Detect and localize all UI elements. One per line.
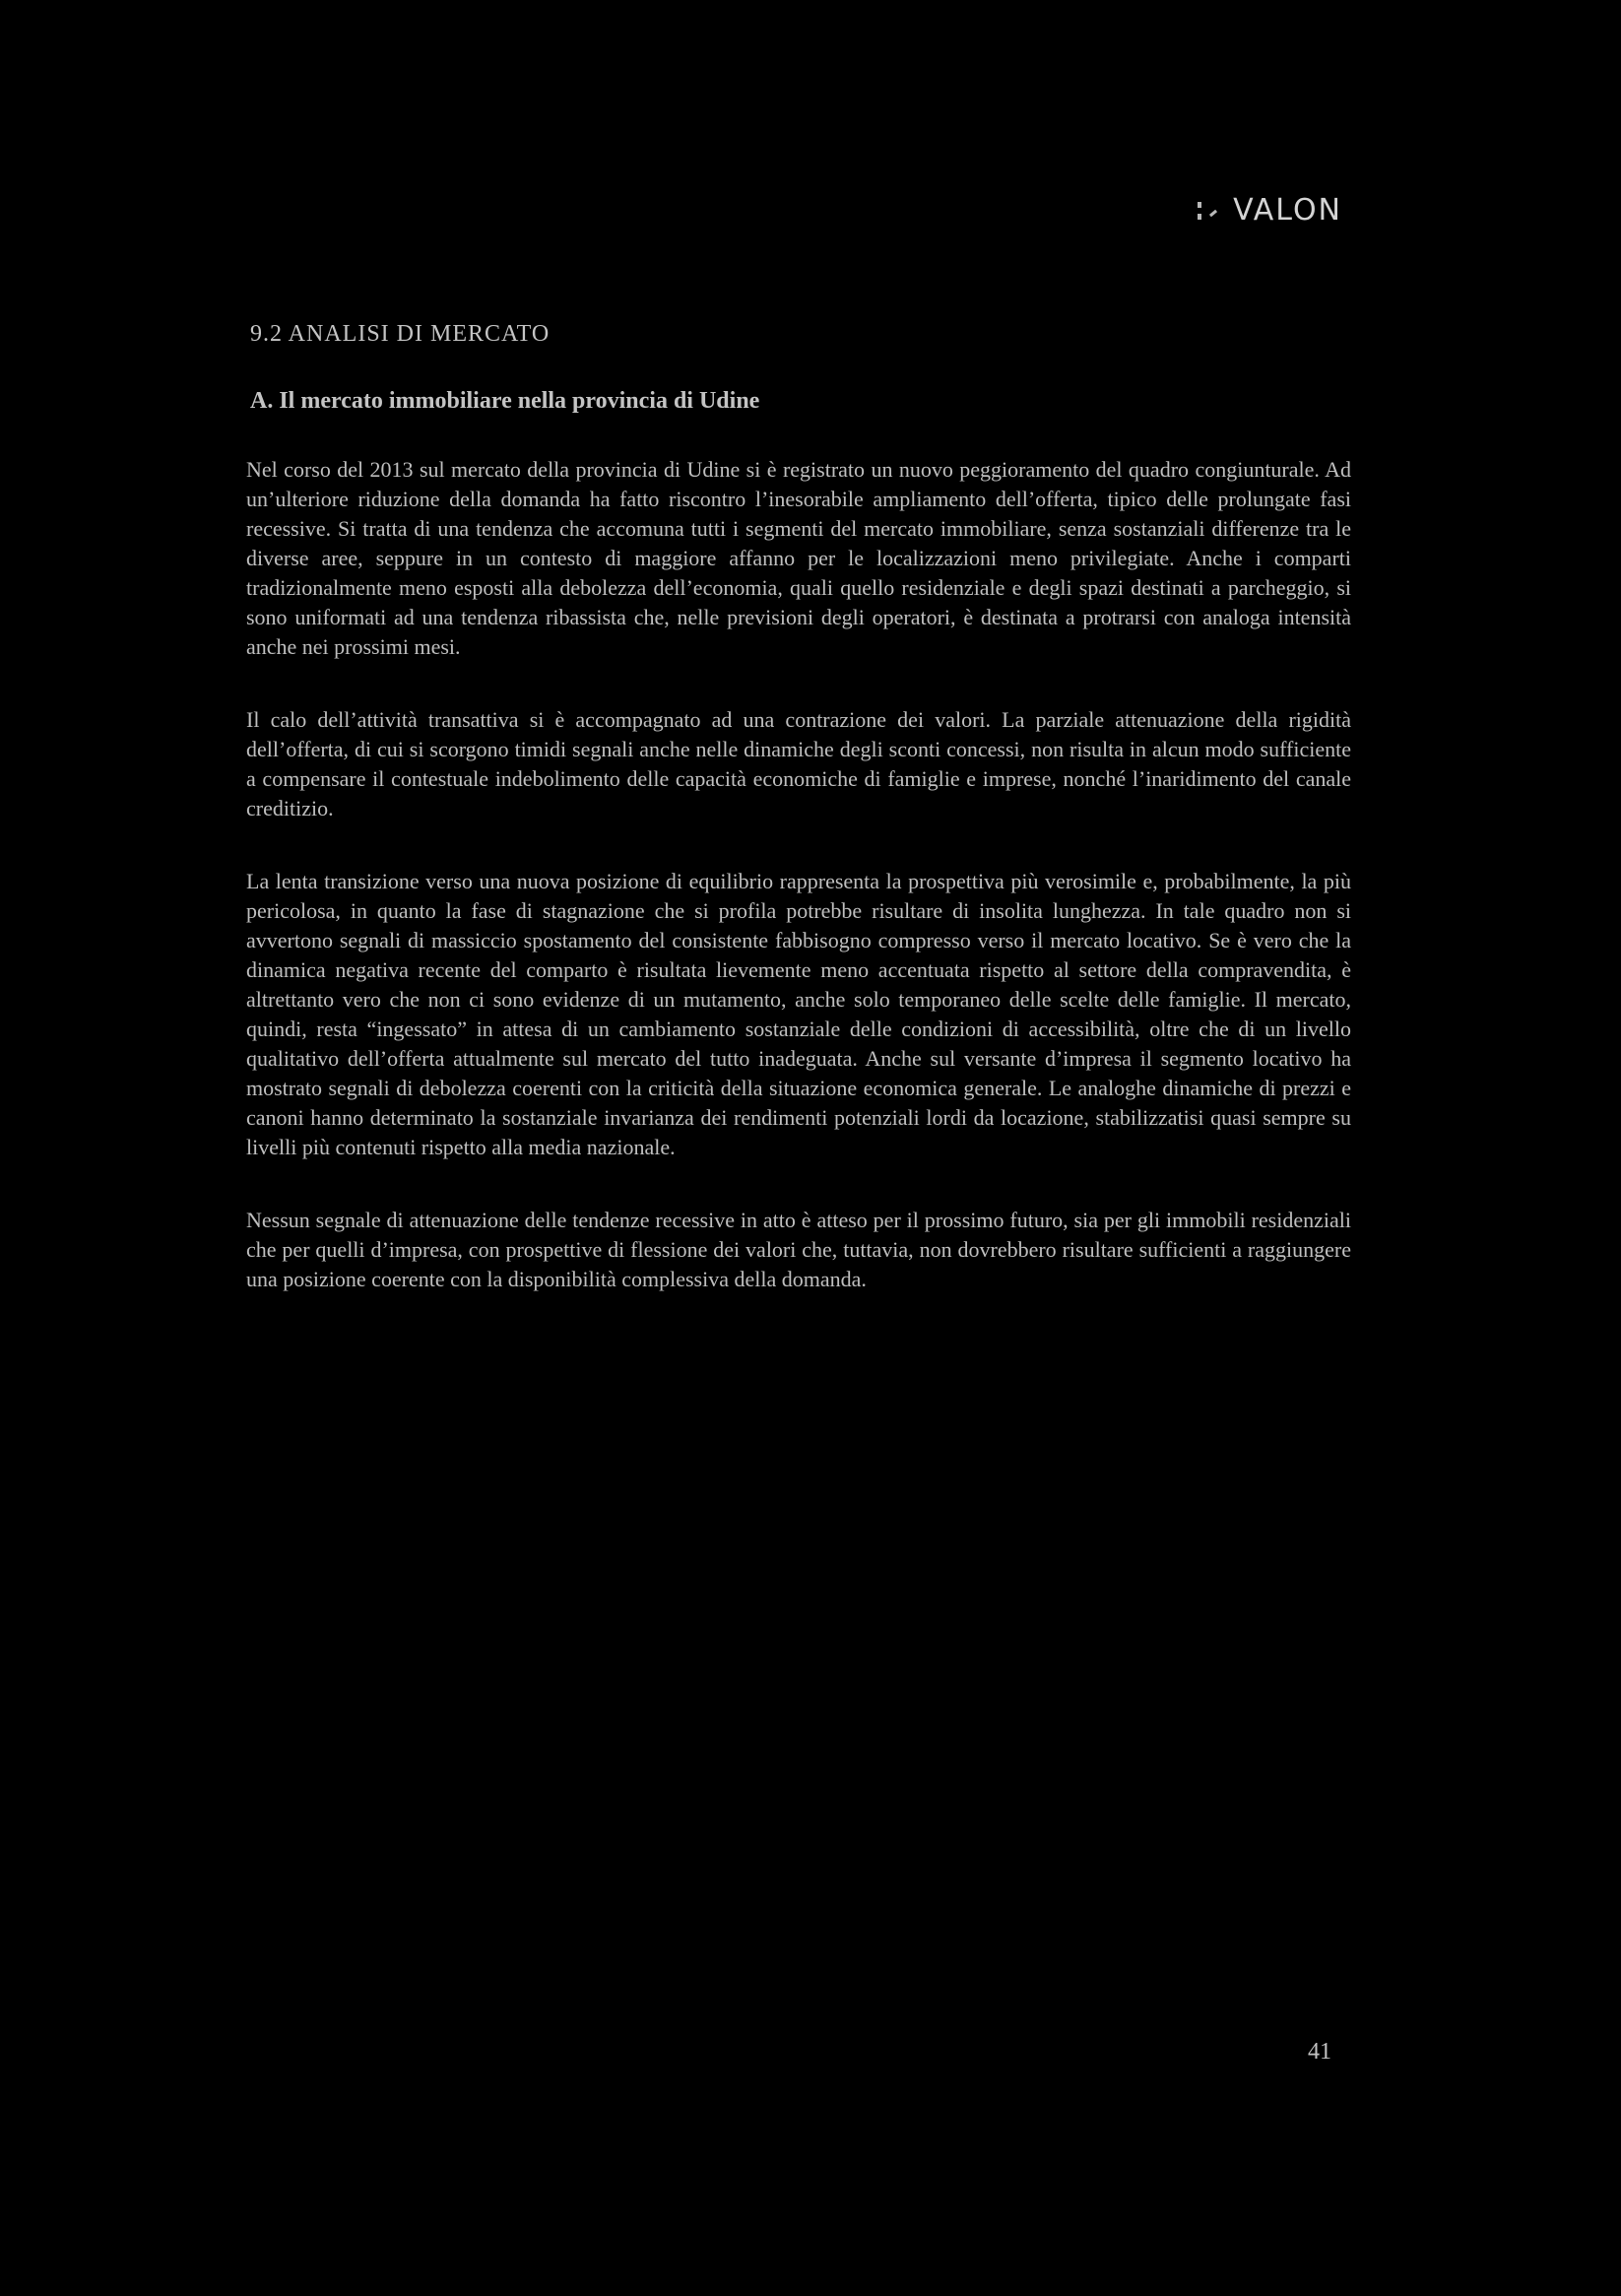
body-text [246, 455, 1351, 1338]
page-number: 41 [1308, 2039, 1331, 2065]
subsection-title: A. Il mercato immobiliare nella provincia di Udine [250, 388, 760, 414]
logo [1198, 193, 1342, 228]
paragraph: Il calo dell’attività transattiva si è accompagnato ad una contrazione dei valori. La parziale attenuazione della rigidità dell’offerta, di cui si scorgono timidi segnali anche nelle dinamiche degli sconti concessi, non risulta in alcun modo sufficiente a compensare il contestuale indebolimento delle capacità economiche di famiglie e imprese, nonché l’inaridimento del canale creditizio. [246, 707, 1351, 820]
paragraph: Nessun segnale di attenuazione delle tendenze recessive in atto è atteso per il prossimo futuro, sia per gli immobili residenziali che per quelli d’impresa, con prospettive di flessione dei valori che, tuttavia, non dovrebbero risultare sufficienti a raggiungere una posizione coerente con la disponibilità complessiva della domanda. [246, 1208, 1351, 1291]
paragraph: La lenta transizione verso una nuova posizione di equilibrio rappresenta la prospettiva più verosimile e, probabilmente, la più pericolosa, in quanto la fase di stagnazione che si profila potrebbe risultare di insolita lunghezza. In tale quadro non si avvertono segnali di massiccio spostamento del consistente fabbisogno compresso verso il mercato locativo. Se è vero che la dinamica negativa recente del comparto è risultata lievemente meno accentuata rispetto al settore della compravendita, è altrettanto vero che non ci sono evidenze di un mutamento, anche solo temporaneo delle scelte delle famiglie. Il mercato, quindi, resta “ingessato” in attesa di un cambiamento sostanziale delle condizioni di accessibilità, oltre che di un livello qualitativo dell’offerta attualmente sul mercato del tutto inadeguata. Anche sul versante d’impresa il segmento locativo ha mostrato segnali di debolezza coerenti con la criticità della situazione economica generale. Le analoghe dinamiche di prezzi e canoni hanno determinato la sostanziale invarianza dei rendimenti potenziali lordi da locazione, stabilizzatisi quasi sempre su livelli più contenuti rispetto alla media nazionale. [246, 869, 1351, 1159]
logo-mark-icon [1198, 200, 1219, 222]
logo-text: VALON [1233, 193, 1342, 228]
paragraph: Nel corso del 2013 sul mercato della provincia di Udine si è registrato un nuovo peggioramento del quadro congiunturale. Ad un’ulteriore riduzione della domanda ha fatto riscontro l’inesorabile ampliamento dell’offerta, tipico delle prolungate fasi recessive. Si tratta di una tendenza che accomuna tutti i segmenti del mercato immobiliare, senza sostanziali differenze tra le diverse aree, seppure in un contesto di maggiore affanno per le localizzazioni meno privilegiate. Anche i comparti tradizionalmente meno esposti alla debolezza dell’economia, quali quello residenziale e degli spazi destinati a parcheggio, si sono uniformati ad una tendenza ribassista che, nelle previsioni degli operatori, è destinata a protrarsi con analoga intensità anche nei prossimi mesi. [246, 457, 1351, 659]
section-title: 9.2 ANALISI DI MERCATO [250, 321, 551, 347]
